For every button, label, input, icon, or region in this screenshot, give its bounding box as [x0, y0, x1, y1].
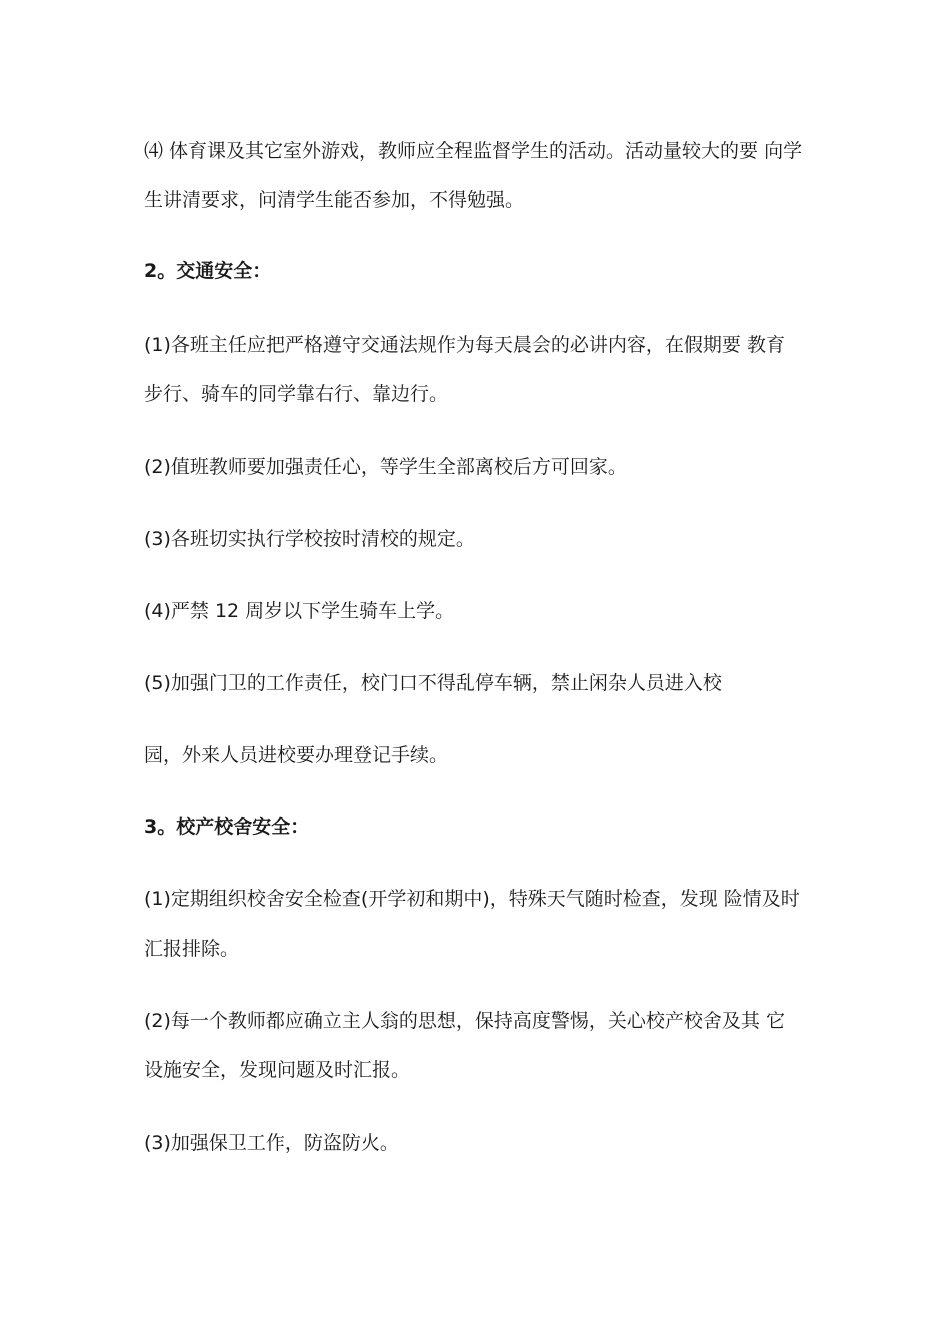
paragraph-line: 设施安全，发现问题及时汇报。	[144, 1059, 411, 1081]
section-heading-traffic-safety: 2。交通安全：	[144, 260, 272, 282]
paragraph-line: 步行、骑车的同学靠右行、靠边行。	[144, 383, 449, 405]
paragraph-line: (3)加强保卫工作，防盗防火。	[144, 1132, 399, 1154]
paragraph-line: (1)定期组织校舍安全检查(开学初和期中)，特殊天气随时检查，发现 险情及时	[144, 888, 800, 910]
paragraph-line: (2)值班教师要加强责任心，等学生全部离校后方可回家。	[144, 456, 627, 478]
paragraph-line: (4)严禁 12 周岁以下学生骑车上学。	[144, 600, 455, 622]
paragraph-line: 生讲清要求，问清学生能否参加，不得勉强。	[144, 189, 525, 211]
section-heading-school-property-safety: 3。校产校舍安全：	[144, 816, 310, 838]
paragraph-line: (3)各班切实执行学校按时清校的规定。	[144, 528, 475, 550]
paragraph-line: (2)每一个教师都应确立主人翁的思想，保持高度警惕，关心校产校舍及其 它	[144, 1010, 785, 1032]
paragraph-line: 汇报排除。	[144, 938, 240, 960]
paragraph-line: ⑷ 体育课及其它室外游戏，教师应全程监督学生的活动。活动量较大的要 向学	[144, 140, 803, 162]
paragraph-line: (5)加强门卫的工作责任，校门口不得乱停车辆，禁止闲杂人员进入校	[144, 672, 722, 694]
paragraph-line: 园，外来人员进校要办理登记手续。	[144, 744, 449, 766]
paragraph-line: (1)各班主任应把严格遵守交通法规作为每天晨会的必讲内容，在假期要 教育	[144, 334, 785, 356]
